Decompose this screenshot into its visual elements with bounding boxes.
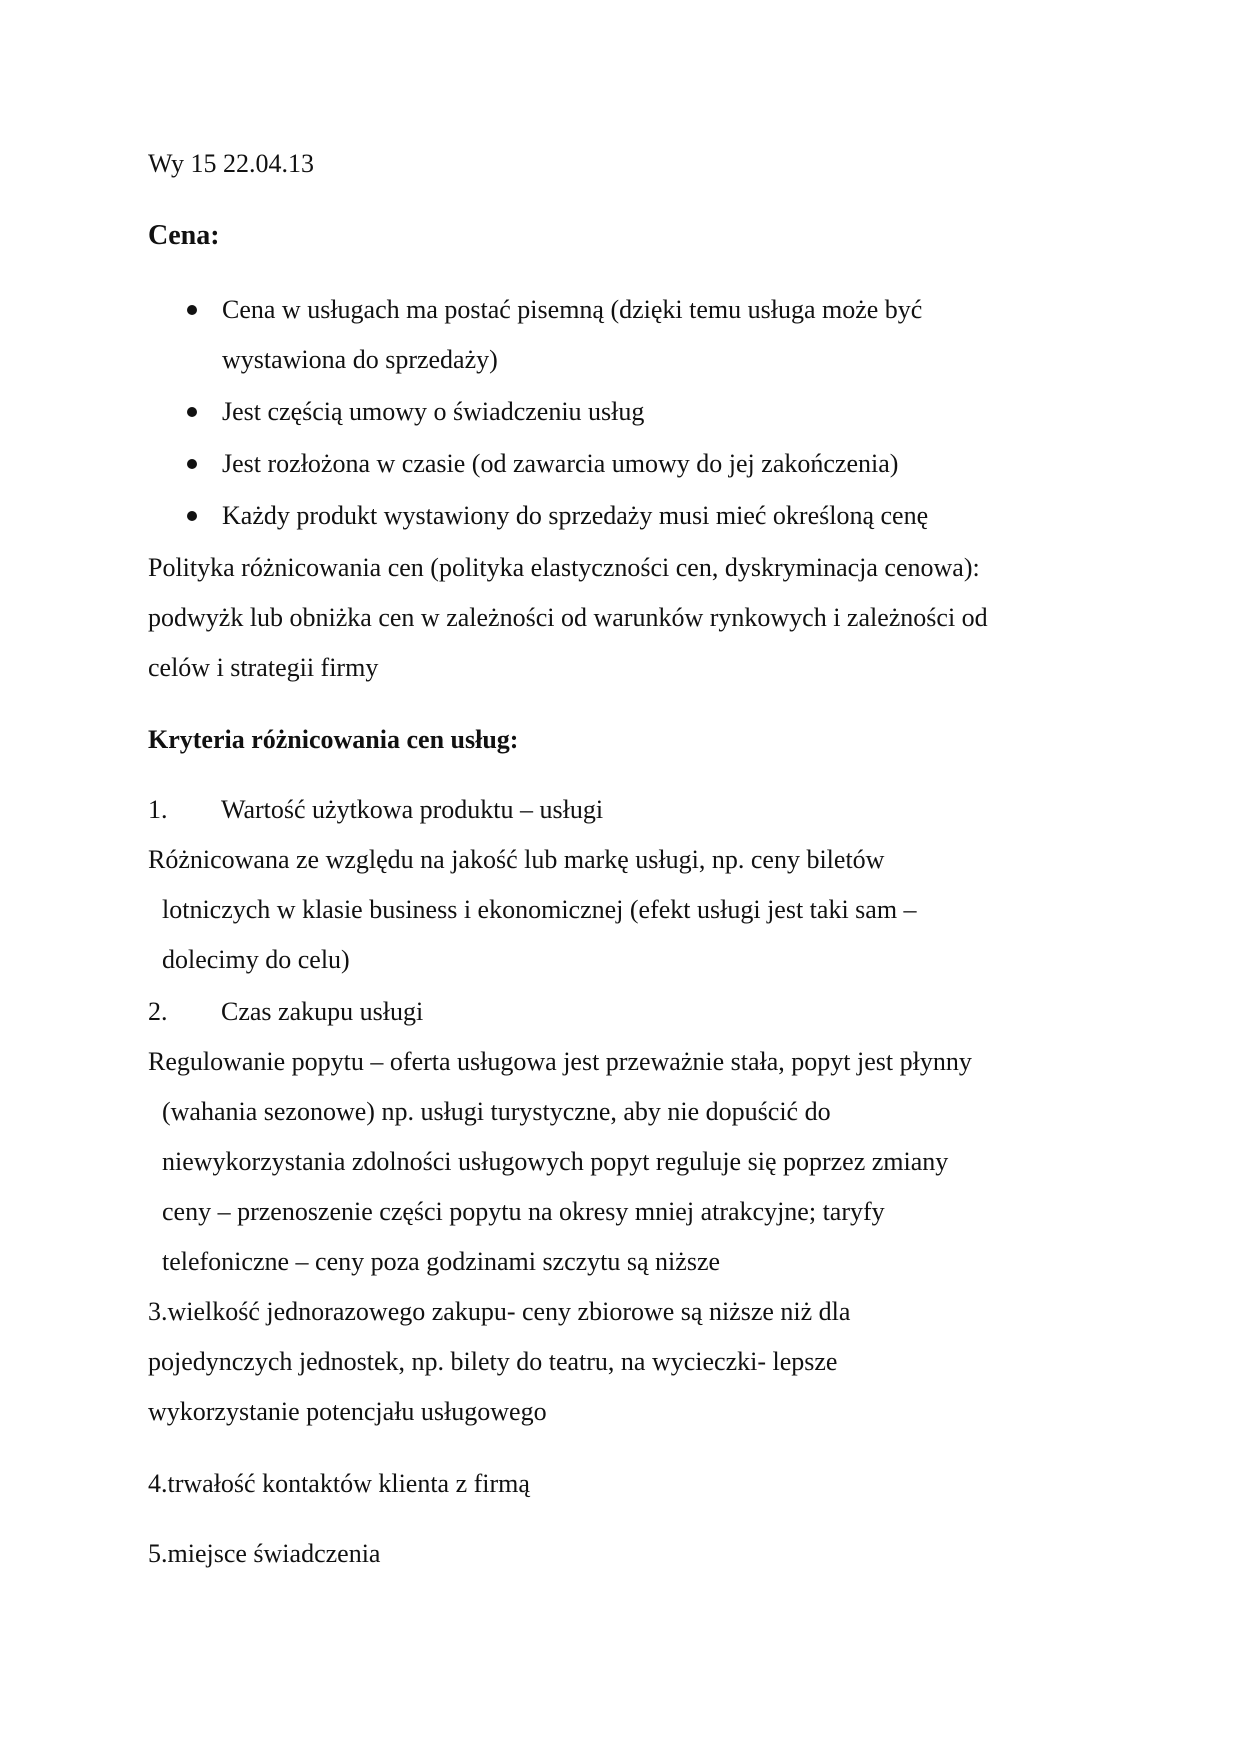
policy-line-1: Polityka różnicowania cen (polityka elastyczności cen, dyskryminacja cenowa): bbox=[148, 553, 980, 582]
criterion-1-body-3: dolecimy do celu) bbox=[162, 945, 350, 974]
criterion-2-body-5: telefoniczne – ceny poza godzinami szczytu są niższe bbox=[162, 1247, 721, 1276]
criterion-1-number: 1. bbox=[148, 795, 168, 824]
criterion-2-title: Czas zakupu usługi bbox=[221, 997, 424, 1026]
policy-line-3: celów i strategii firmy bbox=[148, 653, 379, 682]
bullet-1-line2: wystawiona do sprzedaży) bbox=[222, 345, 498, 374]
section-title-cena: Cena: bbox=[148, 220, 220, 251]
bullet-dot bbox=[187, 511, 197, 521]
bullet-4: Każdy produkt wystawiony do sprzedaży musi mieć określoną cenę bbox=[222, 501, 929, 530]
criterion-2-number: 2. bbox=[148, 997, 168, 1026]
criterion-2-body-2: (wahania sezonowe) np. usługi turystyczne, aby nie dopuścić do bbox=[162, 1097, 831, 1126]
policy-line-2: podwyżk lub obniżka cen w zależności od warunków rynkowych i zależności od bbox=[148, 603, 988, 632]
item-4: 4.trwałość kontaktów klienta z firmą bbox=[148, 1469, 530, 1498]
criterion-1-body-1: Różnicowana ze względu na jakość lub markę usługi, np. ceny biletów bbox=[148, 845, 885, 874]
criterion-1-body-2: lotniczych w klasie business i ekonomicznej (efekt usługi jest taki sam – bbox=[162, 895, 917, 924]
criterion-2-body-1: Regulowanie popytu – oferta usługowa jest przeważnie stała, popyt jest płynny bbox=[148, 1047, 972, 1076]
criterion-2-body-4: ceny – przenoszenie części popytu na okresy mniej atrakcyjne; taryfy bbox=[162, 1197, 885, 1226]
criterion-1-title: Wartość użytkowa produktu – usługi bbox=[221, 795, 604, 824]
bullet-3: Jest rozłożona w czasie (od zawarcia umowy do jej zakończenia) bbox=[222, 449, 899, 478]
bullet-dot bbox=[187, 305, 197, 315]
bullet-dot bbox=[187, 459, 197, 469]
bullet-1-line1: Cena w usługach ma postać pisemną (dzięki temu usługa może być bbox=[222, 295, 923, 324]
bullet-dot bbox=[187, 407, 197, 417]
item-3-line-2: pojedynczych jednostek, np. bilety do teatru, na wycieczki- lepsze bbox=[148, 1347, 838, 1376]
criteria-heading: Kryteria różnicowania cen usług: bbox=[148, 725, 519, 754]
bullet-2: Jest częścią umowy o świadczeniu usług bbox=[222, 397, 645, 426]
item-5: 5.miejsce świadczenia bbox=[148, 1539, 381, 1568]
criterion-2-body-3: niewykorzystania zdolności usługowych popyt reguluje się poprzez zmiany bbox=[162, 1147, 949, 1176]
item-3-line-1: 3.wielkość jednorazowego zakupu- ceny zbiorowe są niższe niż dla bbox=[148, 1297, 851, 1326]
document-header: Wy 15 22.04.13 bbox=[148, 149, 314, 178]
item-3-line-3: wykorzystanie potencjału usługowego bbox=[148, 1397, 547, 1426]
